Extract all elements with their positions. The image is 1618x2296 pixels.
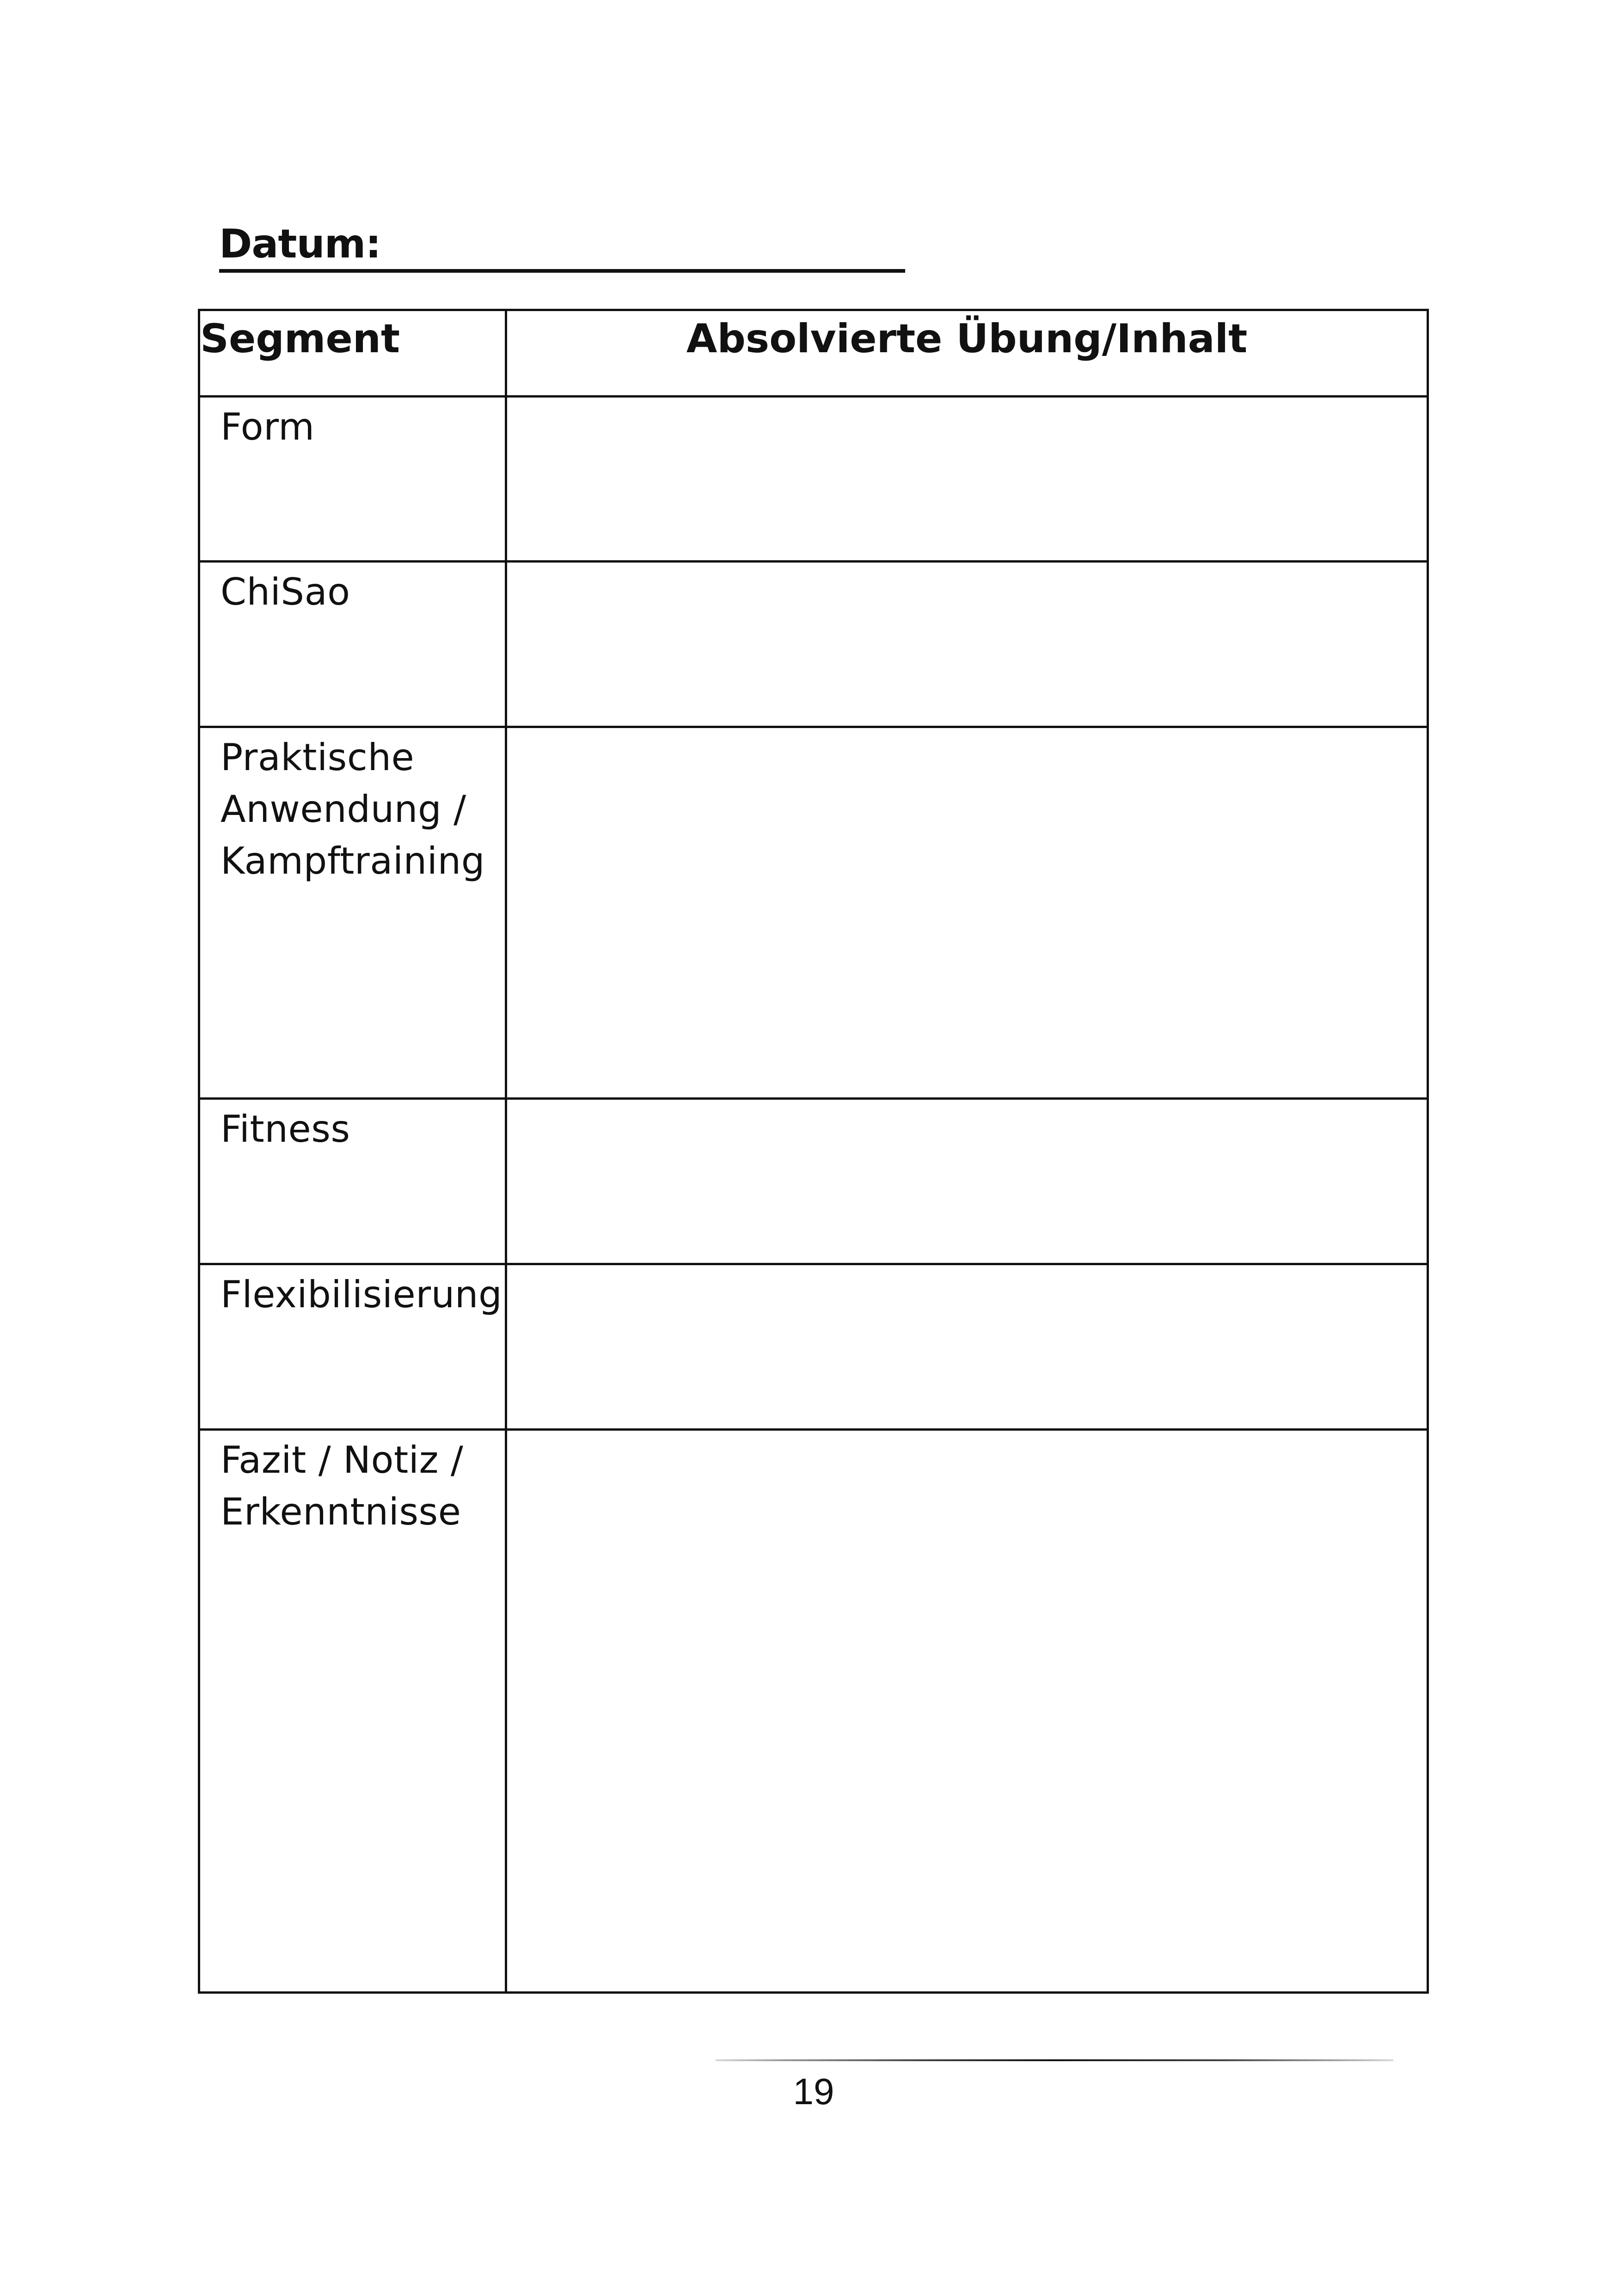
segment-label-chisao: ChiSao [199,562,506,727]
footer-divider [716,2059,1393,2061]
date-label: Datum: [219,221,381,267]
table-row [199,562,1428,727]
table-row [199,1099,1428,1264]
content-cell-flexibilisierung[interactable] [506,1264,1428,1430]
content-cell-fazit[interactable] [506,1430,1428,1993]
content-cell-form[interactable] [506,397,1428,562]
content-cell-praktische-anwendung[interactable] [506,727,1428,1099]
content-cell-fitness[interactable] [506,1099,1428,1264]
training-log-table [198,309,1429,1994]
segment-label-fitness: Fitness [199,1099,506,1264]
header-segment: Segment [199,310,506,397]
date-field[interactable] [219,216,905,272]
date-underline [219,269,905,273]
segment-label-form: Form [199,397,506,562]
segment-label-fazit: Fazit / Notiz / Erkenntnisse [199,1430,506,1993]
table-row [199,397,1428,562]
content-cell-chisao[interactable] [506,562,1428,727]
table-row [199,1264,1428,1430]
table-header-row [199,310,1428,397]
table-row [199,1430,1428,1993]
header-content: Absolvierte Übung/Inhalt [506,310,1428,397]
table-row [199,727,1428,1099]
segment-label-flexibilisierung: Flexibilisierung [199,1264,506,1430]
page-number: 19 [793,2071,834,2112]
segment-label-praktische-anwendung: Praktische Anwendung / Kampftraining [199,727,506,1099]
